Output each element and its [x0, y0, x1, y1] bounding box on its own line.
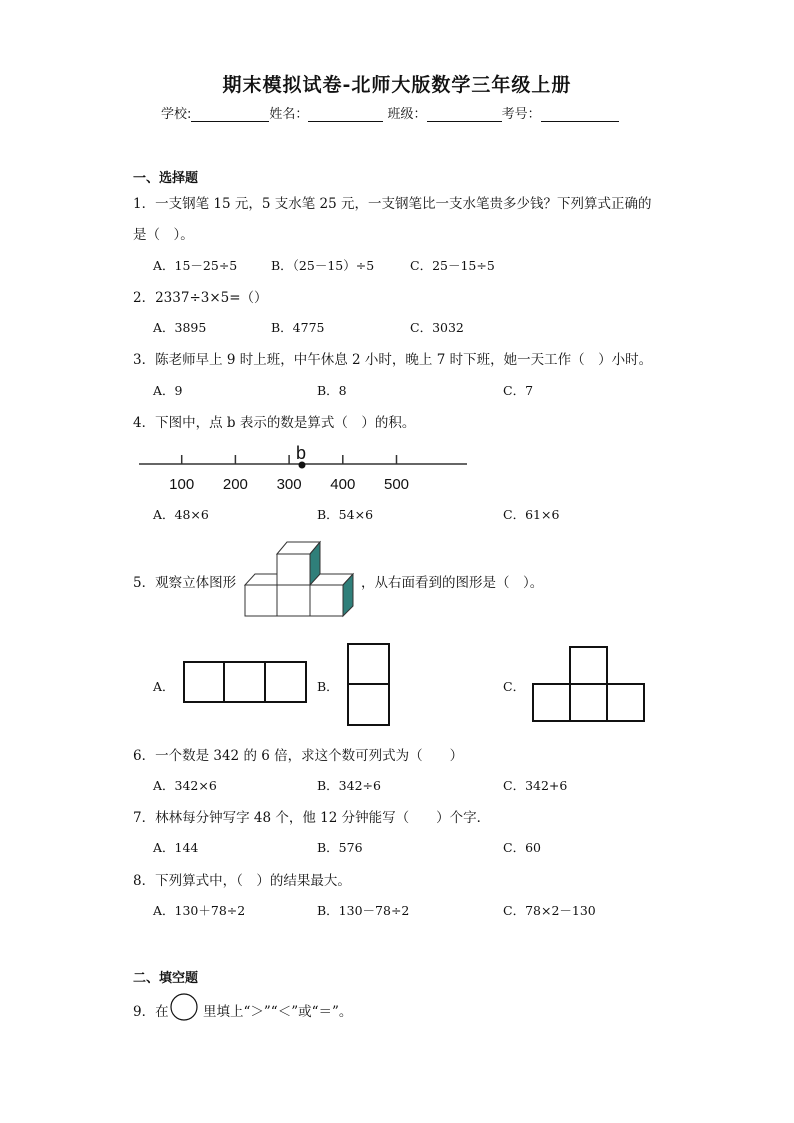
q4-option-a[interactable]: A．48×6 [153, 507, 209, 522]
q2-option-a[interactable]: A．3895 [153, 320, 207, 335]
q2-option-c[interactable]: C．3032 [410, 320, 464, 335]
number-line-tick-label: 100 [169, 476, 195, 493]
q8-option-a[interactable]: A．130＋78÷2 [153, 903, 246, 918]
question-1-text: 1．一支钢笔 15 元，5 支水笔 25 元，一支钢笔比一支水笔贵多少钱？下列算式正确的 [133, 196, 652, 212]
question-3-text: 3．陈老师早上 9 时上班，中午休息 2 小时，晚上 7 时下班，她一天工作（ ）小时。 [133, 352, 653, 368]
q8-option-c[interactable]: C．78×2－130 [503, 903, 596, 918]
q7-option-a[interactable]: A．144 [153, 840, 199, 855]
school-label: 学校: [161, 107, 192, 122]
q1-option-b[interactable]: B．（25－15）÷5 [271, 258, 375, 273]
number-label: 考号： [501, 107, 541, 122]
q7-option-c[interactable]: C．60 [503, 840, 541, 855]
q5-option-c[interactable]: C． [503, 679, 526, 694]
question-9-suffix: 里填上“＞”“＜”或“＝”。 [203, 1004, 353, 1020]
q3-option-b[interactable]: B．8 [317, 383, 347, 398]
q6-option-c[interactable]: C．342+6 [503, 778, 568, 793]
q4-option-c[interactable]: C．61×6 [503, 507, 560, 522]
class-label: 班级： [387, 107, 427, 122]
number-line-tick-label: 200 [222, 476, 248, 493]
q5-option-b[interactable]: B． [317, 679, 339, 694]
blank-circle-icon [171, 994, 197, 1020]
page-title: 期末模拟试卷-北师大版数学三年级上册 [222, 74, 572, 96]
section-fill-title: 二、填空题 [133, 971, 199, 986]
question-6-text: 6．一个数是 342 的 6 倍，求这个数可列式为（ ） [133, 748, 464, 764]
question-5-text-after: ，从右面看到的图形是（ ）。 [361, 575, 544, 591]
q2-option-b[interactable]: B．4775 [271, 320, 325, 335]
section-choice-title: 一、选择题 [133, 171, 199, 186]
number-line-tick-label: 300 [276, 476, 302, 493]
q6-option-b[interactable]: B．342÷6 [317, 778, 381, 793]
q1-option-c[interactable]: C．25－15÷5 [410, 258, 495, 273]
q3-option-a[interactable]: A．9 [153, 383, 183, 398]
q6-option-a[interactable]: A．342×6 [153, 778, 217, 793]
point-b-label: b [295, 443, 307, 463]
question-1-text-cont: 是（ ）。 [133, 227, 194, 243]
question-7-text: 7．林林每分钟写字 48 个，他 12 分钟能写（ ）个字． [133, 810, 491, 826]
q3-option-c[interactable]: C．7 [503, 383, 534, 398]
question-5-text-before: 5．观察立体图形 [133, 575, 237, 591]
question-9-prefix: 9．在 [133, 1004, 169, 1020]
q1-option-a[interactable]: A．15－25÷5 [153, 258, 238, 273]
q5-option-a[interactable]: A． [153, 679, 175, 694]
q4-option-b[interactable]: B．54×6 [317, 507, 374, 522]
number-line-tick-label: 400 [330, 476, 356, 493]
q7-option-b[interactable]: B．576 [317, 840, 363, 855]
q8-option-b[interactable]: B．130－78÷2 [317, 903, 410, 918]
number-line-tick-label: 500 [383, 476, 410, 493]
question-8-text: 8．下列算式中，（ ）的结果最大。 [133, 873, 351, 889]
question-4-text: 4．下图中，点 b 表示的数是算式（ ）的积。 [133, 415, 416, 431]
name-label: 姓名： [269, 107, 309, 122]
question-2-text: 2．2337÷3×5=（） [133, 290, 268, 306]
